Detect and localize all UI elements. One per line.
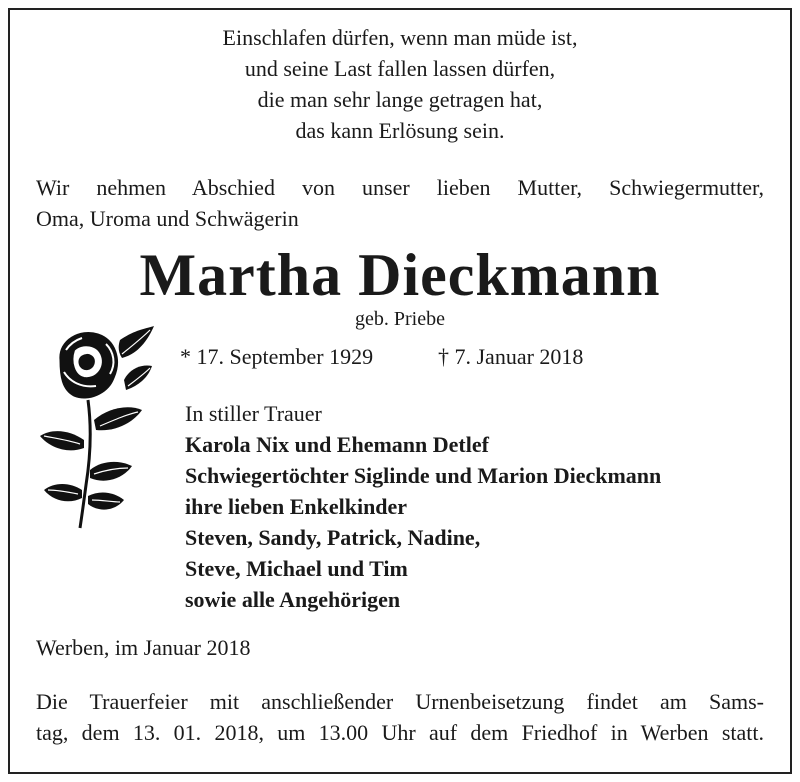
intro-text (36, 172, 764, 234)
mourner-line: Steven, Sandy, Patrick, Nadine, (185, 525, 481, 550)
mourners-heading: In stiller Trauer (185, 401, 322, 426)
mourner-line: Karola Nix und Ehemann Detlef (185, 432, 489, 457)
deceased-name: Martha Dieckmann (139, 242, 661, 308)
rose-icon (30, 320, 160, 530)
mourners-block (185, 398, 785, 615)
mourner-line: Schwiegertöchter Siglinde und Marion Dieckmann (185, 463, 662, 488)
mourner-line: Steve, Michael und Tim (185, 556, 408, 581)
intro-line-2: Oma, Uroma und Schwägerin (36, 206, 299, 231)
maiden-name: geb. Priebe (355, 308, 445, 330)
life-dates (180, 342, 660, 372)
death-date: † 7. Januar 2018 (438, 344, 584, 369)
funeral-line-2: tag, dem 13. 01. 2018, um 13.00 Uhr auf dem Friedhof in Werben statt. (36, 720, 764, 745)
poem-line: die man sehr lange getragen hat, (257, 87, 543, 112)
funeral-line-1: Die Trauerfeier mit anschließender Urnenbeisetzung findet am Sams- (36, 689, 764, 714)
mourner-line: sowie alle Angehörigen (185, 587, 401, 612)
funeral-notice (36, 686, 764, 748)
mourner-line: ihre lieben Enkelkinder (185, 494, 408, 519)
place-date: Werben, im Januar 2018 (36, 635, 251, 660)
poem (0, 22, 800, 146)
birth-date: * 17. September 1929 (180, 344, 374, 369)
intro-line-1: Wir nehmen Abschied von unser lieben Mutter, Schwiegermutter, (36, 175, 764, 200)
poem-line: das kann Erlösung sein. (295, 118, 505, 143)
poem-line: Einschlafen dürfen, wenn man müde ist, (222, 25, 578, 50)
poem-line: und seine Last fallen lassen dürfen, (244, 56, 556, 81)
